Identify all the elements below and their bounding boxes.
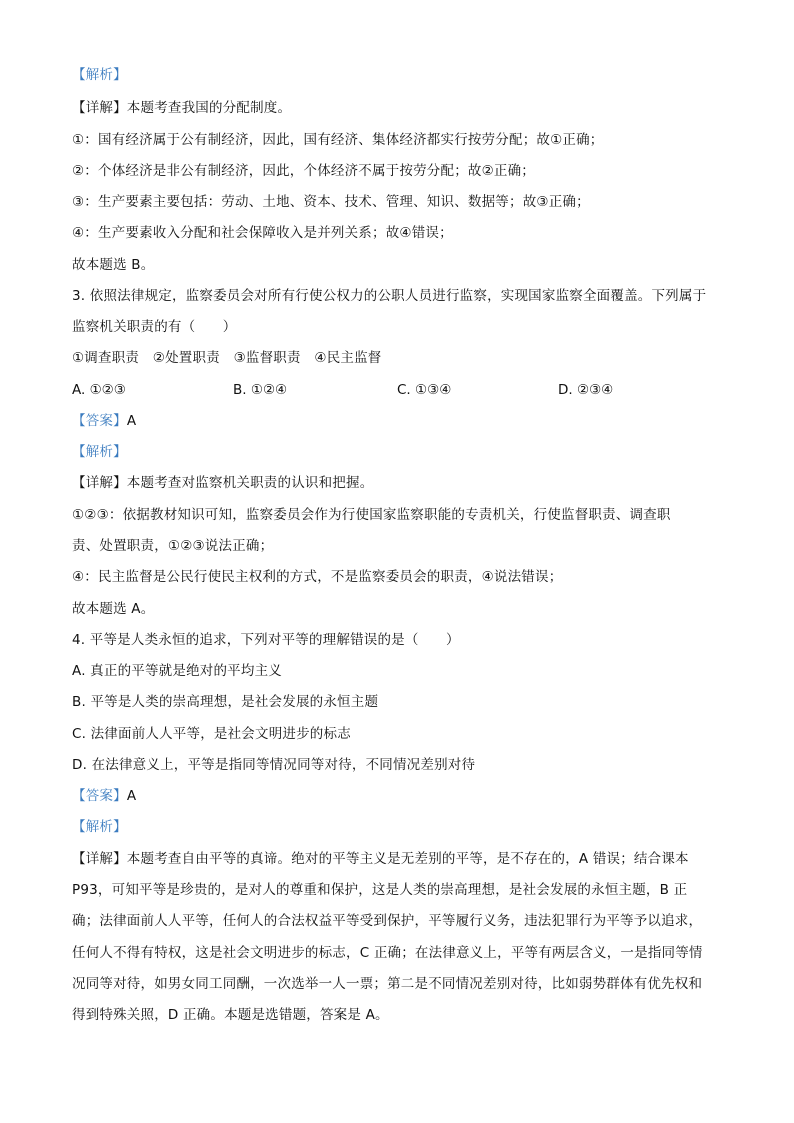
analysis-paragraph: ①：国有经济属于公有制经济，因此，国有经济、集体经济都实行按劳分配；故①正确； [72, 132, 604, 148]
detail-line: 【详解】本题考查自由平等的真谛。绝对的平等主义是无差别的平等，是不存在的，A 错误；结合课本 [72, 851, 689, 867]
detail-line: 况同等对待，如男女同工同酬，一次选举一人一票；第二是不同情况差别对待，比如弱势群体有优先权和 [72, 976, 703, 992]
question-stem: 3. 依照法律规定，监察委员会对所有行使公权力的公职人员进行监察，实现国家监察全面覆盖。下列属于 [72, 288, 707, 304]
analysis-paragraph: ②：个体经济是非公有制经济，因此，个体经济不属于按劳分配；故②正确； [72, 163, 536, 179]
detail-line: P93，可知平等是珍贵的，是对人的尊重和保护，这是人类的崇高理想，是社会发展的永恒主题，B 正 [72, 882, 688, 898]
detail-line: 得到特殊关照，D 正确。本题是选错题，答案是 A。 [72, 1007, 389, 1023]
conclusion-text: 故本题选 A。 [72, 601, 155, 617]
analysis-paragraph: 责、处置职责，①②③说法正确； [72, 538, 274, 554]
analysis-label: 【解析】 [72, 819, 127, 835]
conclusion-text: 故本题选 B。 [72, 257, 155, 273]
option-d: D. ②③④ [558, 382, 614, 398]
question-stem: 4. 平等是人类永恒的追求，下列对平等的理解错误的是（ ） [72, 632, 460, 648]
analysis-label: 【解析】 [72, 444, 127, 460]
option-a: A. ①②③ [72, 382, 126, 398]
detail-line: 任何人不得有特权，这是社会文明进步的标志，C 正确；在法律意义上，平等有两层含义，一是指同等情 [72, 945, 703, 961]
option-b: B. ①②④ [233, 382, 288, 398]
answer-line [72, 787, 136, 805]
statements: ①调查职责 ②处置职责 ③监督职责 ④民主监督 [72, 350, 382, 366]
answer-label: 【答案】 [72, 788, 127, 804]
detail-text: 【详解】本题考查我国的分配制度。 [72, 100, 292, 116]
detail-text: 【详解】本题考查对监察机关职责的认识和把握。 [72, 475, 374, 491]
detail-line: 确；法律面前人人平等，任何人的合法权益平等受到保护，平等履行义务，违法犯罪行为平等予以追求， [72, 913, 703, 929]
answer-label: 【答案】 [72, 413, 127, 429]
analysis-paragraph: ③：生产要素主要包括：劳动、土地、资本、技术、管理、知识、数据等；故③正确； [72, 194, 590, 210]
option-b: B. 平等是人类的崇高理想，是社会发展的永恒主题 [72, 694, 379, 710]
answer-value: A [126, 788, 137, 804]
answer-value: A [126, 413, 137, 429]
question-stem: 监察机关职责的有（ ） [72, 319, 237, 335]
answer-line [72, 412, 136, 430]
analysis-paragraph: ①②③：依据教材知识可知，监察委员会作为行使国家监察职能的专责机关，行使监督职责、调查职 [72, 507, 671, 523]
analysis-label: 【解析】 [72, 67, 127, 83]
analysis-paragraph: ④：生产要素收入分配和社会保障收入是并列关系；故④错误； [72, 225, 453, 241]
option-a: A. 真正的平等就是绝对的平均主义 [72, 663, 282, 679]
option-c: C. 法律面前人人平等，是社会文明进步的标志 [72, 726, 351, 742]
option-d: D. 在法律意义上，平等是指同等情况同等对待，不同情况差别对待 [72, 757, 476, 773]
analysis-paragraph: ④：民主监督是公民行使民主权利的方式，不是监察委员会的职责，④说法错误； [72, 569, 563, 585]
option-c: C. ①③④ [397, 382, 452, 398]
